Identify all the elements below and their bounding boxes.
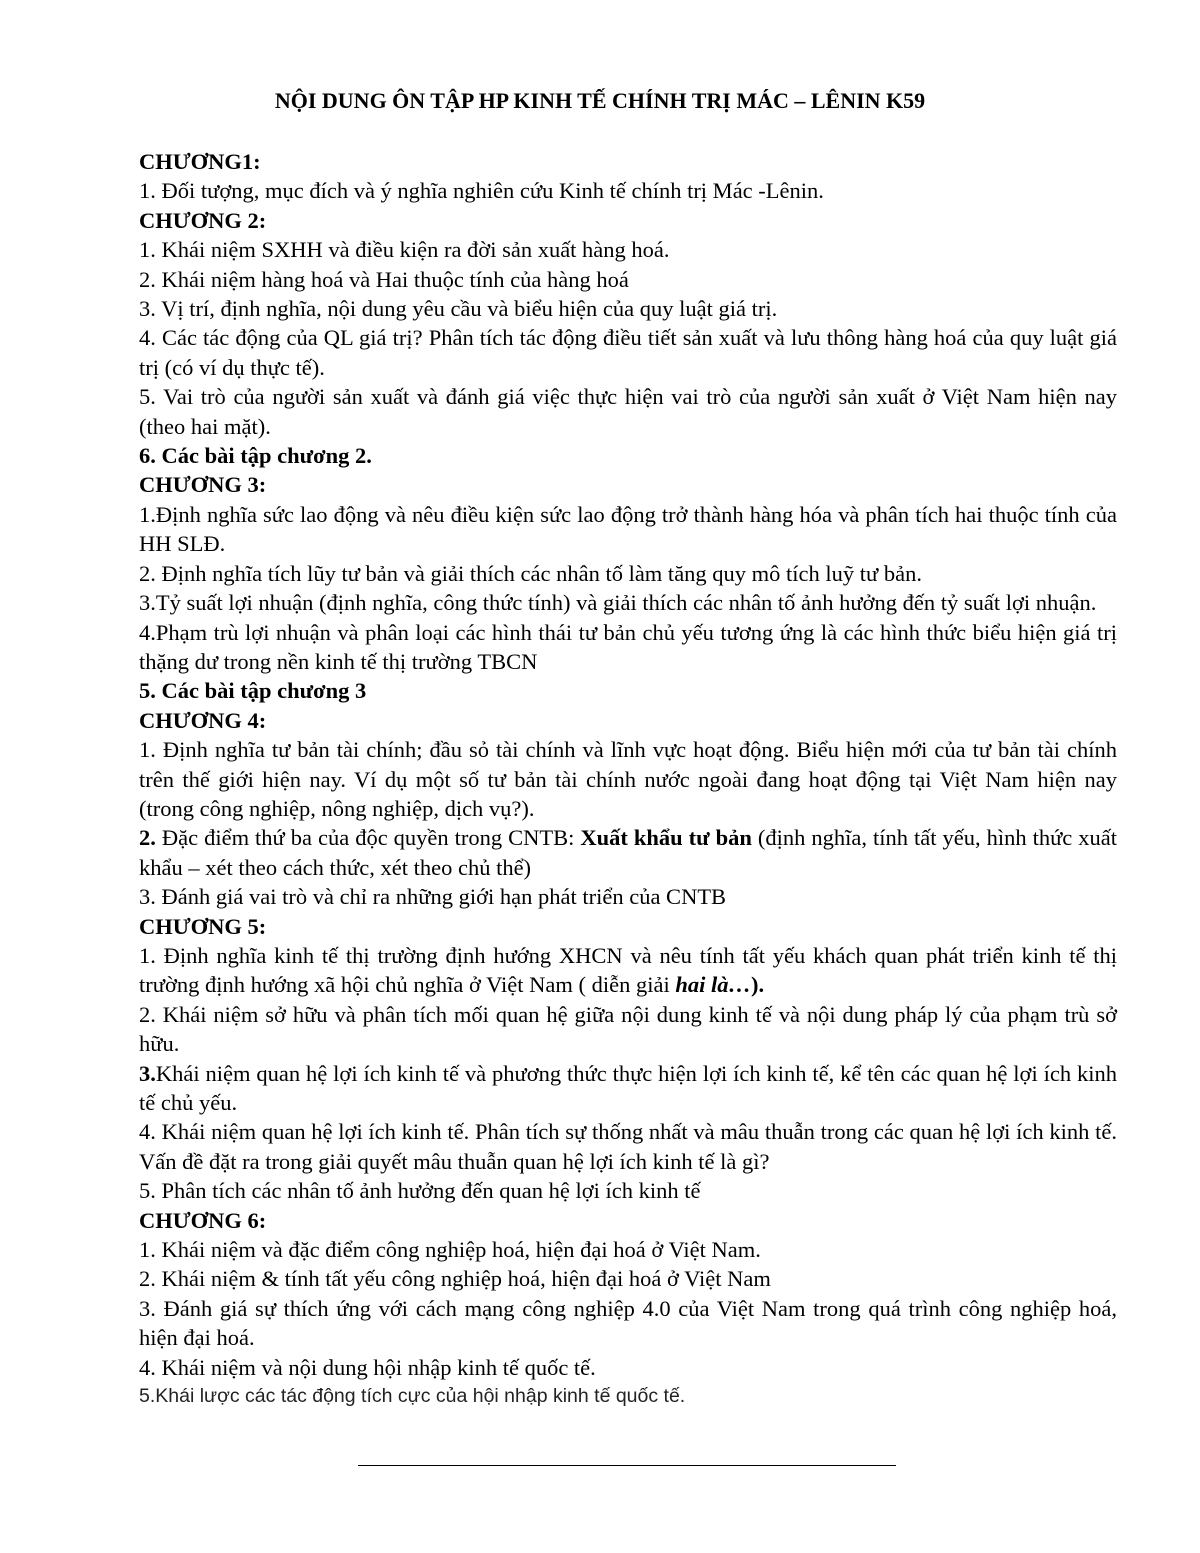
chapter-4-heading: CHƯƠNG 4:	[139, 707, 267, 733]
chapter-6-item-3: 3. Đánh giá sự thích ứng với cách mạng công nghiệp 4.0 của Việt Nam trong quá trình công nghiệp hoá, hiện đại hoá.	[139, 1295, 1117, 1351]
chapter-6-item-1: 1. Khái niệm và đặc điểm công nghiệp hoá, hiện đại hoá ở Việt Nam.	[139, 1237, 761, 1263]
chapter-5-item-1-text: 1. Định nghĩa kinh tế thị trường định hướng XHCN và nêu tính tất yếu khách quan phát triển kinh tế thị trường định hướng xã hội chủ nghĩa ở Việt Nam ( diễn giải	[139, 942, 1117, 998]
chapter-2-item-4: 4. Các tác động của QL giá trị? Phân tích tác động điều tiết sản xuất và lưu thông hàng hoá của quy luật giá trị (có ví dụ thực tế).	[139, 325, 1117, 380]
chapter-3-item-3: 3.Tỷ suất lợi nhuận (định nghĩa, công thức tính) và giải thích các nhân tố ảnh hưởng đến tỷ suất lợi nhuận.	[139, 590, 1097, 616]
chapter-5-item-1	[139, 941, 1117, 1000]
chapter-3-item-2: 2. Định nghĩa tích lũy tư bản và giải thích các nhân tố làm tăng quy mô tích luỹ tư bản.	[139, 560, 922, 586]
chapter-5-item-1-tail: ).	[751, 972, 765, 998]
chapter-2-item-6: 6. Các bài tập chương 2.	[139, 443, 372, 469]
chapter-4-item-1: 1. Định nghĩa tư bản tài chính; đầu sỏ tài chính và lĩnh vực hoạt động. Biểu hiện mới của tư bản tài chính trên thế giới hiện nay. Ví dụ một số tư bản tài chính nước ngoài đang hoạt động tại Việt Nam hiện nay (trong công nghiệp, nông nghiệp, dịch vụ?).	[139, 737, 1117, 821]
chapter-3-item-5: 5. Các bài tập chương 3	[139, 678, 367, 704]
chapter-4-item-2-tail: (định nghĩa, tính tất yếu, hình thức xuất khẩu – xét theo cách thức, xét theo chủ thể)	[139, 825, 1117, 880]
chapter-4-item-2-emphasis: Xuất khẩu tư bản	[580, 825, 752, 851]
chapter-3-item-1: 1.Định nghĩa sức lao động và nêu điều kiện sức lao động trở thành hàng hóa và phân tích hai thuộc tính của HH SLĐ.	[139, 501, 1117, 557]
chapter-5-item-4: 4. Khái niệm quan hệ lợi ích kinh tế. Phân tích sự thống nhất và mâu thuẫn trong các quan hệ lợi ích kinh tế. Vấn đề đặt ra trong giải quyết mâu thuẫn quan hệ lợi ích kinh tế là gì?	[139, 1119, 1117, 1174]
document-body	[139, 147, 1117, 1411]
chapter-3-item-4: 4.Phạm trù lợi nhuận và phân loại các hình thái tư bản chủ yếu tương ứng là các hình thức biểu hiện giá trị thặng dư trong nền kinh tế thị trường TBCN	[139, 619, 1117, 674]
chapter-4-item-2-text: Đặc điểm thứ ba của độc quyền trong CNTB:	[155, 825, 581, 851]
chapter-6-heading: CHƯƠNG 6:	[139, 1207, 267, 1233]
chapter-5-item-3-text: Khái niệm quan hệ lợi ích kinh tế và phương thức thực hiện lợi ích kinh tế, kể tên các quan hệ lợi ích kinh tế chủ yếu.	[139, 1060, 1117, 1115]
chapter-1-item-1: 1. Đối tượng, mục đích và ý nghĩa nghiên cứu Kinh tế chính trị Mác -Lênin.	[139, 178, 824, 204]
chapter-5-item-1-emphasis: hai là…	[675, 972, 752, 998]
chapter-2-item-1: 1. Khái niệm SXHH và điều kiện ra đời sản xuất hàng hoá.	[139, 237, 670, 263]
chapter-2-item-2: 2. Khái niệm hàng hoá và Hai thuộc tính của hàng hoá	[139, 266, 629, 292]
chapter-5-heading: CHƯƠNG 5:	[139, 913, 267, 939]
chapter-5-item-2: 2. Khái niệm sở hữu và phân tích mối quan hệ giữa nội dung kinh tế và nội dung pháp lý của phạm trù sở hữu.	[139, 1001, 1117, 1057]
chapter-2-heading: CHƯƠNG 2:	[139, 207, 267, 233]
chapter-6-item-4: 4. Khái niệm và nội dung hội nhập kinh tế quốc tế.	[139, 1354, 596, 1380]
chapter-4-item-3: 3. Đánh giá vai trò và chỉ ra những giới hạn phát triển của CNTB	[139, 884, 727, 910]
chapter-5-item-3-number: 3.	[139, 1060, 156, 1086]
chapter-1-heading: CHƯƠNG1:	[139, 149, 261, 174]
document-title: NỘI DUNG ÔN TẬP HP KINH TẾ CHÍNH TRỊ MÁC – LÊNIN K59	[274, 88, 926, 113]
chapter-6-item-2: 2. Khái niệm & tính tất yếu công nghiệp hoá, hiện đại hoá ở Việt Nam	[139, 1266, 771, 1292]
bottom-divider	[358, 1465, 896, 1466]
chapter-5-item-3	[139, 1059, 1117, 1118]
chapter-2-item-5: 5. Vai trò của người sản xuất và đánh giá việc thực hiện vai trò của người sản xuất ở Việt Nam hiện nay (theo hai mặt).	[139, 384, 1117, 439]
chapter-4-item-2-number: 2.	[139, 825, 156, 851]
chapter-3-heading: CHƯƠNG 3:	[139, 472, 267, 498]
chapter-4-item-2	[139, 823, 1117, 882]
chapter-5-item-5: 5. Phân tích các nhân tố ảnh hưởng đến quan hệ lợi ích kinh tế	[139, 1178, 701, 1204]
chapter-2-item-3: 3. Vị trí, định nghĩa, nội dung yêu cầu và biểu hiện của quy luật giá trị.	[139, 296, 778, 322]
chapter-6-item-5: 5.Khái lược các tác động tích cực của hội nhập kinh tế quốc tế.	[139, 1385, 686, 1408]
